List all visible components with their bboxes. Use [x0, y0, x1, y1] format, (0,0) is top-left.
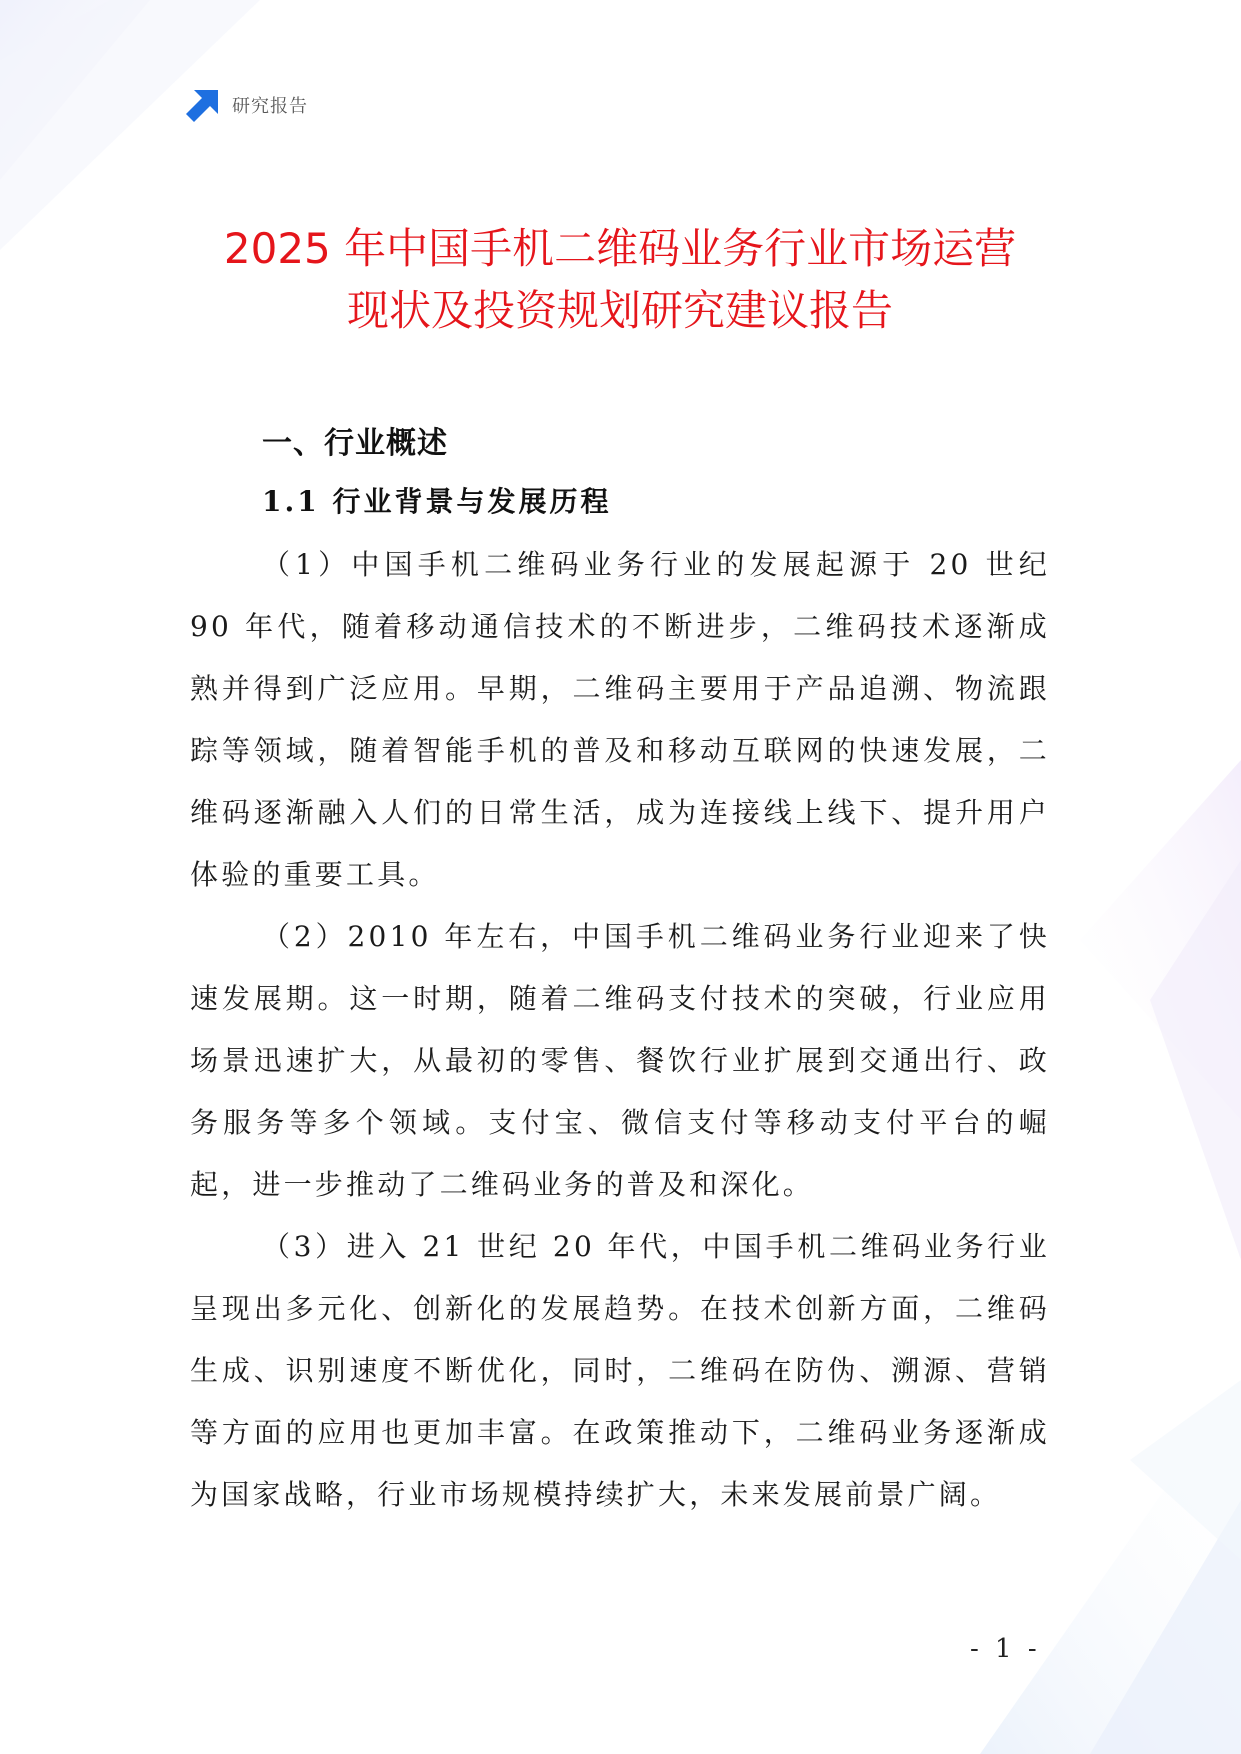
- section-heading: 一、行业概述: [262, 426, 448, 461]
- page-number: - 1 -: [970, 1634, 1041, 1664]
- title-line-2: 现状及投资规划研究建议报告: [346, 286, 893, 335]
- arrow-up-right-icon: [186, 88, 220, 122]
- paragraph-3: （3）进入 21 世纪 20 年代，中国手机二维码业务行业呈现出多元化、创新化的发展趋势。在技术创新方面，二维码生成、识别速度不断优化，同时，二维码在防伪、溯源、营销等方面的应用也更加丰富。在政策推动下，二维码业务逐渐成为国家战略，行业市场规模持续扩大，未来发展前景广阔。: [190, 1230, 1050, 1511]
- report-title: [150, 218, 1090, 342]
- report-header: [186, 88, 308, 122]
- paragraph-1: （1）中国手机二维码业务行业的发展起源于 20 世纪 90 年代，随着移动通信技术的不断进步，二维码技术逐渐成熟并得到广泛应用。早期，二维码主要用于产品追溯、物流跟踪等领域，随着智能手机的普及和移动互联网的快速发展，二维码逐渐融入人们的日常生活，成为连接线上线下、提升用户体验的重要工具。: [190, 548, 1050, 891]
- paragraph-2: （2）2010 年左右，中国手机二维码业务行业迎来了快速发展期。这一时期，随着二维码支付技术的突破，行业应用场景迅速扩大，从最初的零售、餐饮行业扩展到交通出行、政务服务等多个领域。支付宝、微信支付等移动支付平台的崛起，进一步推动了二维码业务的普及和深化。: [190, 920, 1050, 1201]
- title-line-1: 2025 年中国手机二维码业务行业市场运营: [223, 224, 1017, 273]
- subsection-heading: 1.1 行业背景与发展历程: [262, 485, 612, 518]
- header-label: 研究报告: [232, 96, 308, 117]
- body-text: [190, 534, 1050, 1526]
